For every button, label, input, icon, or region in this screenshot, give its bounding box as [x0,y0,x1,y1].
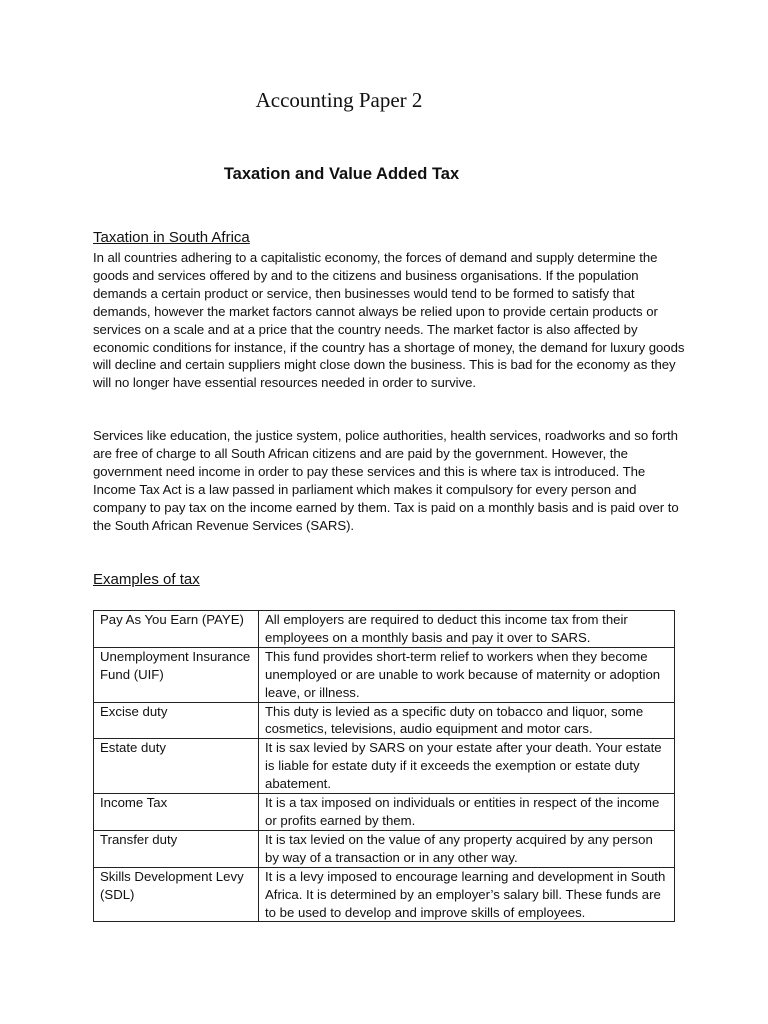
section-heading-examples: Examples of tax [93,571,200,588]
section-heading-taxation: Taxation in South Africa [93,229,250,246]
table-row [94,702,675,739]
tax-description-cell: This fund provides short-term relief to workers when they become unemployed or are unable to work because of maternity or adoption leave, or illness. [259,647,675,702]
tax-name-cell: Transfer duty [94,830,259,867]
tax-description-cell: It is tax levied on the value of any property acquired by any person by way of a transaction or in any other way. [259,830,675,867]
table-row [94,830,675,867]
table-row [94,647,675,702]
tax-name-cell: Estate duty [94,739,259,794]
tax-description-cell: It is a tax imposed on individuals or entities in respect of the income or profits earned by them. [259,794,675,831]
paragraph-taxation-intro: In all countries adhering to a capitalistic economy, the forces of demand and supply determine the goods and services offered by and to the citizens and business organisations. If the population demands a certain product or service, then businesses would tend to be formed to satisfy that demands, however the market factors cannot always be relied upon to provide certain products or services on a scale and at a price that the country needs. The market factor is also affected by economic conditions for instance, if the country has a shortage of money, the demand for luxury goods will decline and certain suppliers might close down the business. This is bad for the economy as they will no longer have essential resources needed in order to survive. [93,250,685,391]
tax-name-cell: Skills Development Levy (SDL) [94,867,259,922]
document-subtitle: Taxation and Value Added Tax [223,165,460,183]
document-title: Accounting Paper 2 [255,88,423,112]
table-row [94,794,675,831]
tax-description-cell: It is a levy imposed to encourage learning and development in South Africa. It is determined by an employer’s salary bill. These funds are to be used to develop and improve skills of employees. [259,867,675,922]
paragraph-services: Services like education, the justice system, police authorities, health services, roadworks and so forth are free of charge to all South African citizens and are paid by the government. However, the government need income in order to pay these services and this is where tax is introduced. The Income Tax Act is a law passed in parliament which makes it compulsory for every person and company to pay tax on the income earned by them. Tax is paid on a monthly basis and is paid over to the South African Revenue Services (SARS). [93,428,679,533]
table-row [94,611,675,648]
tax-name-cell: Excise duty [94,702,259,739]
tax-description-cell: All employers are required to deduct this income tax from their employees on a monthly basis and pay it over to SARS. [259,611,675,648]
tax-name-cell: Income Tax [94,794,259,831]
table-row [94,739,675,794]
tax-name-cell: Pay As You Earn (PAYE) [94,611,259,648]
tax-description-cell: This duty is levied as a specific duty on tobacco and liquor, some cosmetics, televisions, audio equipment and motor cars. [259,702,675,739]
tax-examples-table [93,610,675,922]
tax-name-cell: Unemployment Insurance Fund (UIF) [94,647,259,702]
tax-description-cell: It is sax levied by SARS on your estate after your death. Your estate is liable for estate duty if it exceeds the exemption or estate duty abatement. [259,739,675,794]
table-row [94,867,675,922]
